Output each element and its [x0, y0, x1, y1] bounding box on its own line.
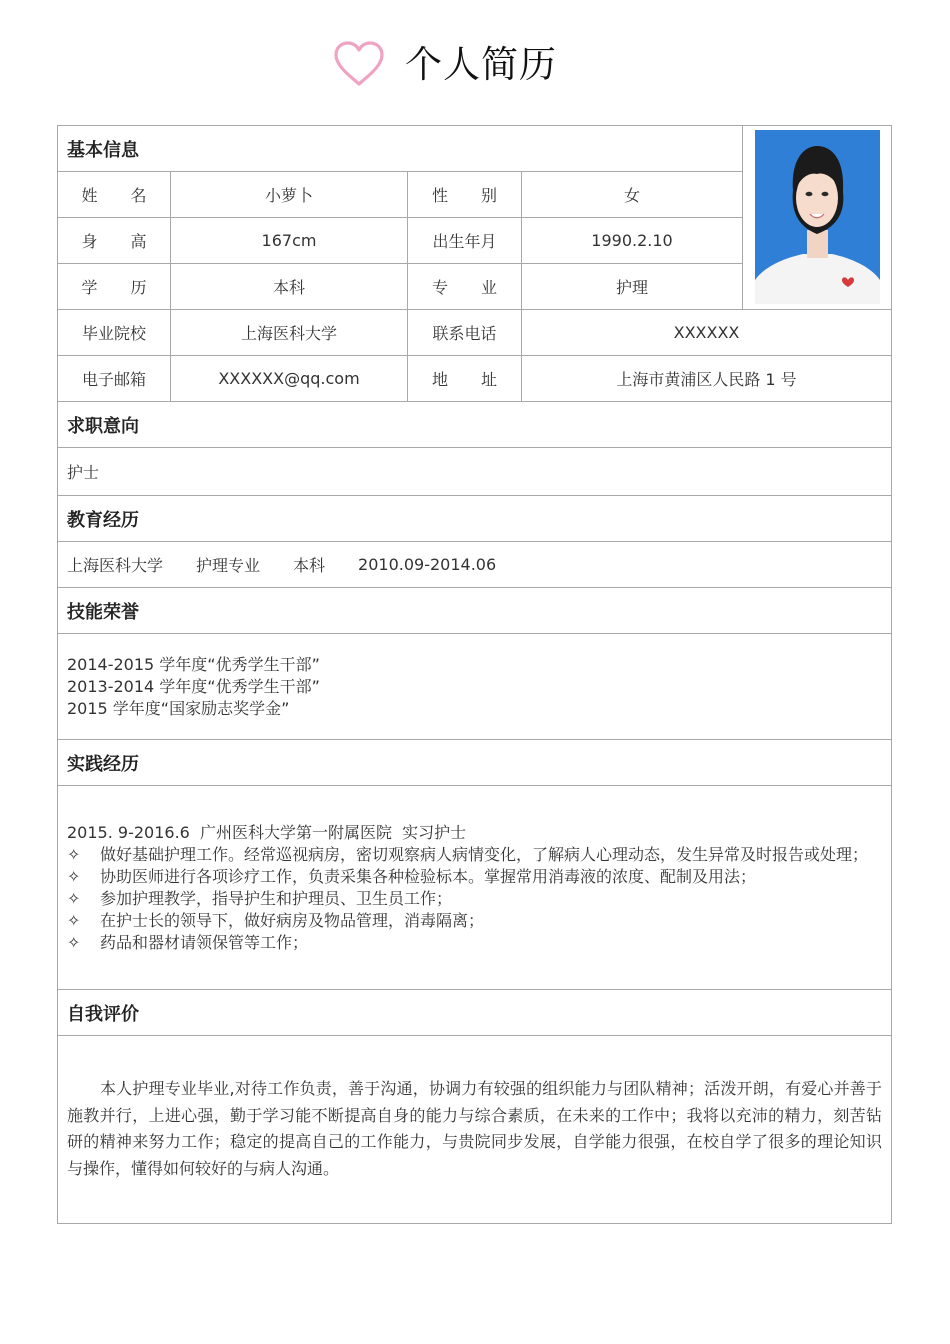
education-major: 护理专业: [196, 556, 261, 575]
education-entry: [58, 542, 891, 588]
name-value: 小萝卜: [171, 172, 408, 217]
section-skills: 技能荣誉: [58, 588, 891, 634]
practice-item: ✧ 参加护理教学，指导护生和护理员、卫生员工作；: [67, 889, 453, 908]
section-objective: 求职意向: [58, 402, 891, 448]
address-label: 地 址: [408, 356, 522, 401]
skill-item: 2013-2014 学年度“优秀学生干部”: [67, 677, 320, 696]
skill-item: 2015 学年度“国家励志奖学金”: [67, 699, 290, 718]
birth-label: 出生年月: [408, 218, 522, 263]
skills-list: [58, 634, 891, 740]
bullet-icon: ✧: [67, 845, 81, 864]
bullet-icon: ✧: [67, 933, 81, 952]
page-header: [0, 30, 950, 100]
resume-table: [57, 125, 892, 1224]
practice-header: 2015. 9-2016.6 广州医科大学第一附属医院 实习护士: [67, 823, 467, 842]
email-label: 电子邮箱: [58, 356, 171, 401]
bullet-icon: ✧: [67, 911, 81, 930]
gender-value: 女: [623, 186, 640, 205]
section-self-evaluation: 自我评价: [58, 990, 891, 1036]
practice-item: ✧ 药品和器材请领保管等工作；: [67, 933, 309, 952]
phone-value: XXXXXX: [673, 323, 740, 342]
major-label: 专 业: [408, 264, 522, 309]
education-school: 上海医科大学: [67, 556, 164, 575]
practice-block: [58, 786, 891, 990]
info-row-height: [58, 218, 742, 264]
self-evaluation-text: 本人护理专业毕业,对待工作负责，善于沟通，协调力有较强的组织能力与团队精神；活泼开朗，有爱心并善于施教并行，上进心强，勤于学习能不断提高自身的能力与综合素质，在未来的工作中；我将以充沛的精力，刻苦钻研的精神来努力工作；稳定的提高自己的工作能力，与贵院同步发展，自学能力很强，在校自学了很多的理论知识与操作，懂得如何较好的与病人沟通。: [67, 1079, 882, 1178]
address-value: 上海市黄浦区人民路 1 号: [616, 370, 797, 389]
school-value: 上海医科大学: [171, 310, 408, 355]
degree-label: 学 历: [58, 264, 171, 309]
school-label: 毕业院校: [58, 310, 171, 355]
practice-item: ✧ 做好基础护理工作。经常巡视病房，密切观察病人病情变化，了解病人心理动态，发生异常及时报告或处理；: [67, 845, 869, 864]
phone-label: 联系电话: [408, 310, 522, 355]
profile-photo: [755, 130, 880, 304]
name-label: 姓 名: [58, 172, 171, 217]
self-evaluation-block: [58, 1036, 891, 1223]
section-practice: 实践经历: [58, 740, 891, 786]
practice-item: ✧ 协助医师进行各项诊疗工作，负责采集各种检验标本。掌握常用消毒液的浓度、配制及用法；: [67, 867, 757, 886]
major-value: 护理: [615, 278, 648, 297]
height-value: 167cm: [171, 218, 408, 263]
photo-cell: [742, 126, 891, 310]
heart-icon: [332, 40, 386, 88]
objective-value: 护士: [58, 448, 891, 496]
birth-value: 1990.2.10: [591, 231, 673, 250]
page-title: 个人简历: [405, 43, 557, 86]
gender-label: 性 别: [408, 172, 522, 217]
info-row-name: [58, 172, 742, 218]
skill-item: 2014-2015 学年度“优秀学生干部”: [67, 655, 320, 674]
education-period: 2010.09-2014.06: [358, 555, 497, 574]
degree-value: 本科: [171, 264, 408, 309]
info-row-email: [58, 356, 891, 402]
height-label: 身 高: [58, 218, 171, 263]
info-row-degree: [58, 264, 742, 310]
email-value: XXXXXX@qq.com: [171, 356, 408, 401]
section-education: 教育经历: [58, 496, 891, 542]
info-row-school: [58, 310, 891, 356]
practice-item: ✧ 在护士长的领导下，做好病房及物品管理，消毒隔离；: [67, 911, 485, 930]
bullet-icon: ✧: [67, 889, 81, 908]
education-degree: 本科: [293, 556, 326, 575]
section-basic-info: 基本信息: [58, 126, 742, 172]
bullet-icon: ✧: [67, 867, 81, 886]
